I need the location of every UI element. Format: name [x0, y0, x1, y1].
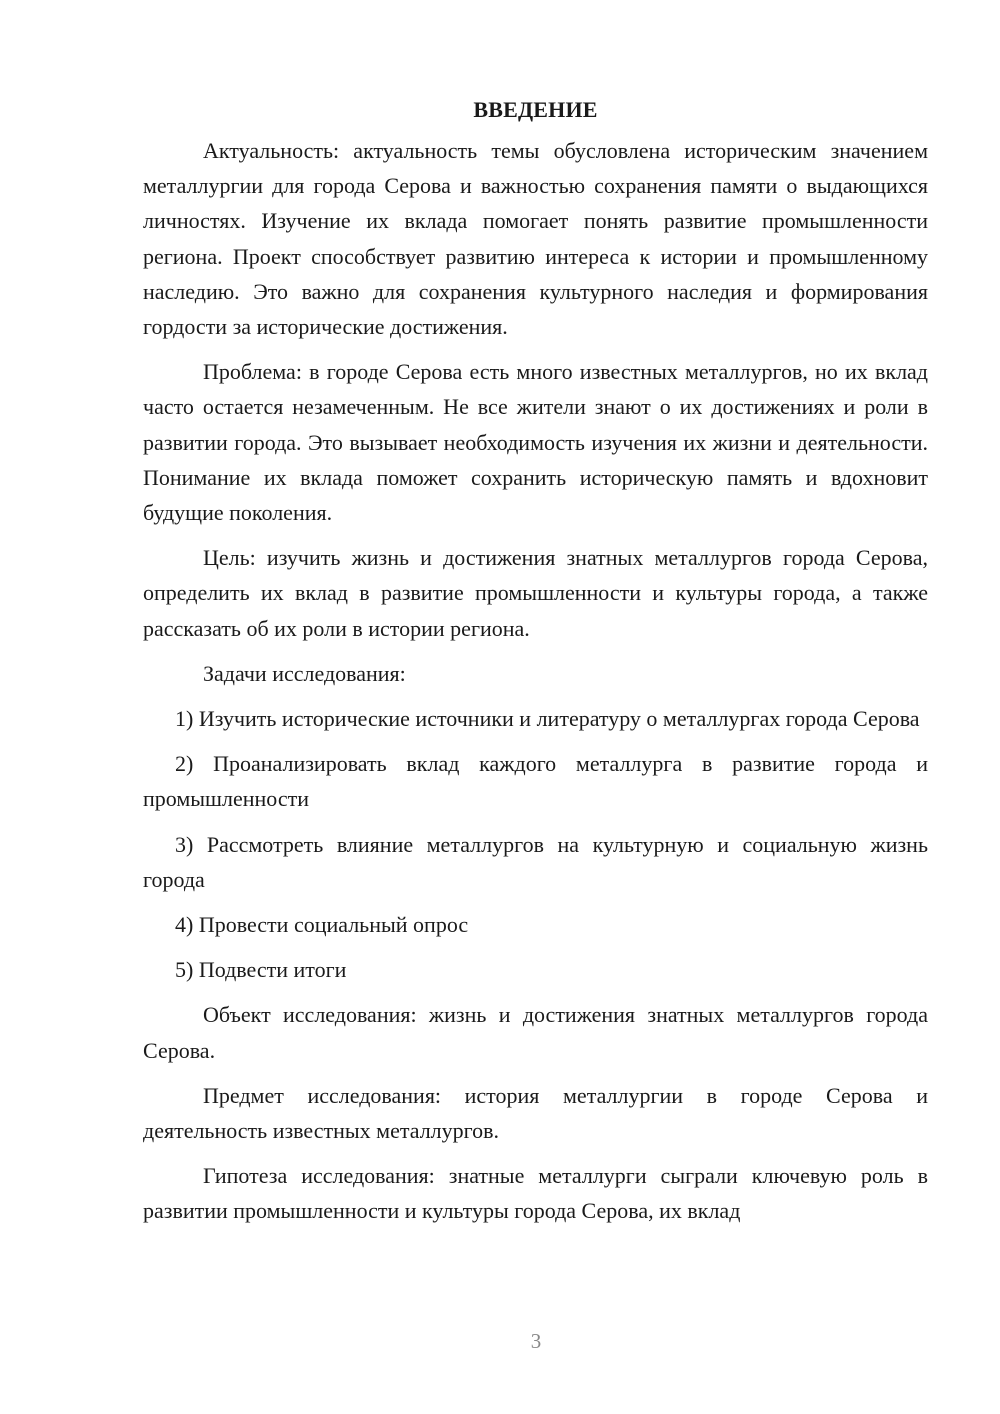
task-item: 3) Рассмотреть влияние металлургов на культурную и социальную жизнь города [143, 831, 928, 892]
paragraph-goal: Цель: изучить жизнь и достижения знатных металлургов города Серова, определить их вклад в развитие промышленности и культуры города, а также рассказать об их роли в истории региона. [143, 545, 928, 641]
paragraph-tasks-heading: Задачи исследования: [203, 660, 406, 686]
task-item: 5) Подвести итоги [175, 957, 347, 983]
paragraph-relevance: Актуальность: актуальность темы обусловлена историческим значением металлургии для города Серова и важностью сохранения памяти о выдающихся личностях. Изучение их вклада помогает понять развитие промышленности региона. Проект способствует развитию интереса к истории и промышленному наследию. Это важно для сохранения культурного наследия и формирования гордости за исторические достижения. [143, 138, 928, 340]
paragraph-subject: Предмет исследования: история металлургии в городе Серова и деятельность известных металлургов. [143, 1082, 928, 1144]
page-title: ВВЕДЕНИЕ [473, 97, 598, 122]
page-number: 3 [530, 1329, 542, 1353]
paragraph-problem: Проблема: в городе Серова есть много известных металлургов, но их вклад часто остается незамеченным. Не все жители знают о их достижениях и роли в развитии города. Это вызывает необходимость изучения их жизни и деятельности. Понимание их вклада поможет сохранить историческую память и вдохновит будущие поколения. [143, 359, 928, 526]
paragraph-hypothesis: Гипотеза исследования: знатные металлурги сыграли ключевую роль в развитии промышленности и культуры города Серова, их вклад [143, 1163, 928, 1224]
task-item: 1) Изучить исторические источники и литературу о металлургах города Серова [175, 706, 920, 732]
task-item: 4) Провести социальный опрос [175, 912, 469, 938]
document-page [143, 92, 928, 1239]
task-item: 2) Проанализировать вклад каждого металлурга в развитие города и промышленности [143, 751, 928, 812]
paragraph-object: Объект исследования: жизнь и достижения знатных металлургов города Серова. [143, 1002, 928, 1063]
